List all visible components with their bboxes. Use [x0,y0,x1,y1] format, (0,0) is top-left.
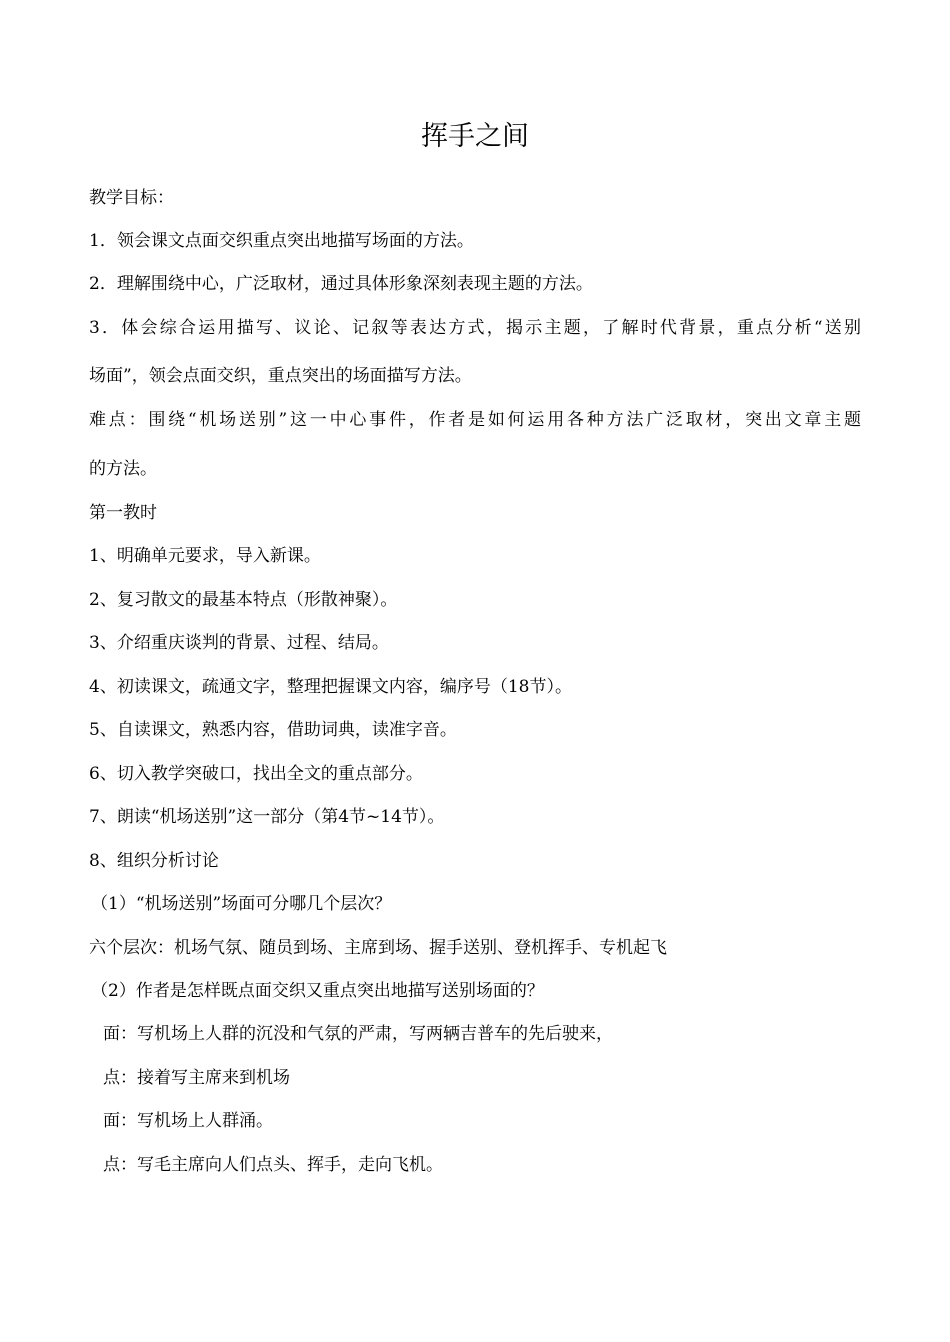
goals-heading: 教学目标： [89,188,174,208]
goal-item-continued: 场面”，领会点面交织，重点突出的场面描写方法。 [89,366,472,386]
answer-2-line: 点：接着写主席来到机场 [103,1068,290,1088]
step-item: 3、介绍重庆谈判的背景、过程、结局。 [89,633,389,653]
goal-item: 1．领会课文点面交织重点突出地描写场面的方法。 [89,231,474,251]
lesson-heading: 第一教时 [89,503,157,523]
step-item: 8、组织分析讨论 [89,851,219,871]
step-item: 2、复习散文的最基本特点（形散神聚）。 [89,590,398,610]
step-item: 1、明确单元要求，导入新课。 [89,546,321,566]
answer-2-line: 面：写机场上人群的沉没和气氛的严肃，写两辆吉普车的先后驶来， [103,1024,613,1044]
question-1: （1）“机场送别”场面可分哪几个层次？ [91,894,392,914]
answer-2-line: 面：写机场上人群涌。 [103,1111,273,1131]
step-item: 6、切入教学突破口，找出全文的重点部分。 [89,764,423,784]
step-item: 5、自读课文，熟悉内容，借助词典，读准字音。 [89,720,457,740]
answer-1: 六个层次：机场气氛、随员到场、主席到场、握手送别、登机挥手、专机起飞 [89,938,667,958]
answer-2-line: 点：写毛主席向人们点头、挥手，走向飞机。 [103,1155,443,1175]
goal-item: 2．理解围绕中心，广泛取材，通过具体形象深刻表现主题的方法。 [89,274,593,294]
question-2: （2）作者是怎样既点面交织又重点突出地描写送别场面的？ [91,981,544,1001]
goal-item: 3．体会综合运用描写、议论、记叙等表达方式，揭示主题，了解时代背景，重点分析“送别 [89,318,861,338]
document-title: 挥手之间 [421,121,529,152]
difficulty-text: 难点：围绕“机场送别”这一中心事件，作者是如何运用各种方法广泛取材，突出文章主题 [89,410,861,430]
difficulty-text-continued: 的方法。 [89,459,157,479]
step-item: 4、初读课文，疏通文字，整理把握课文内容，编序号（18节）。 [89,677,572,697]
step-item: 7、朗读“机场送别”这一部分（第4节~14节）。 [89,807,445,827]
